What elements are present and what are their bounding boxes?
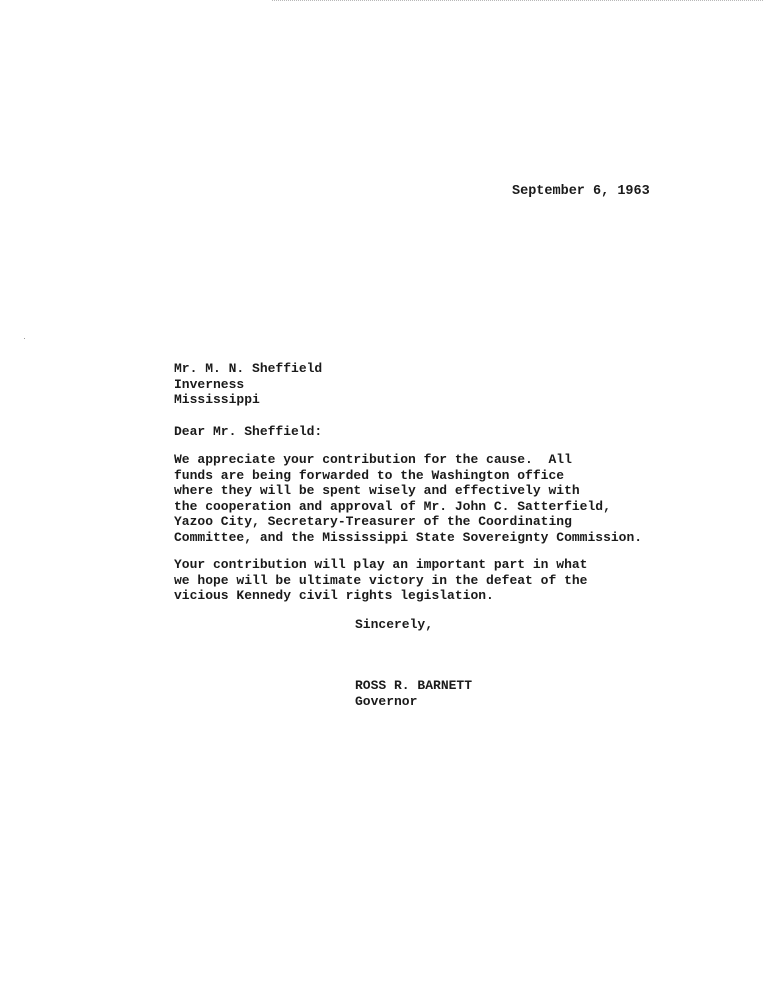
paragraph-line: Your contribution will play an important part in what <box>174 557 588 572</box>
closing: Sincerely, <box>355 617 434 632</box>
salutation: Dear Mr. Sheffield: <box>174 424 323 439</box>
paragraph-line: we hope will be ultimate victory in the defeat of the <box>174 572 588 588</box>
signature-block <box>355 678 472 709</box>
paragraph-line: We appreciate your contribution for the cause. All <box>174 452 572 467</box>
paragraph-line: the cooperation and approval of Mr. John C. Satterfield, <box>174 498 611 514</box>
paragraph-line: Committee, and the Mississippi State Sovereignty Commission. <box>174 529 643 545</box>
paragraph-line: funds are being forwarded to the Washington office <box>174 467 565 483</box>
scan-speck <box>24 338 25 339</box>
address-line: Mr. M. N. Sheffield <box>174 361 323 376</box>
recipient-address <box>174 361 322 408</box>
address-line: Mississippi <box>174 392 260 407</box>
signer-title: Governor <box>355 693 418 709</box>
body-paragraph-1 <box>174 452 642 545</box>
paragraph-line: where they will be spent wisely and effectively with <box>174 483 580 498</box>
signer-name: ROSS R. BARNETT <box>355 678 473 693</box>
scan-edge-divider <box>272 0 763 1</box>
body-paragraph-2 <box>174 557 587 604</box>
address-line: Inverness <box>174 376 245 392</box>
paragraph-line: Yazoo City, Secretary-Treasurer of the Coordinating <box>174 514 572 529</box>
letter-date: September 6, 1963 <box>512 184 650 199</box>
paragraph-line: vicious Kennedy civil rights legislation. <box>174 588 494 603</box>
